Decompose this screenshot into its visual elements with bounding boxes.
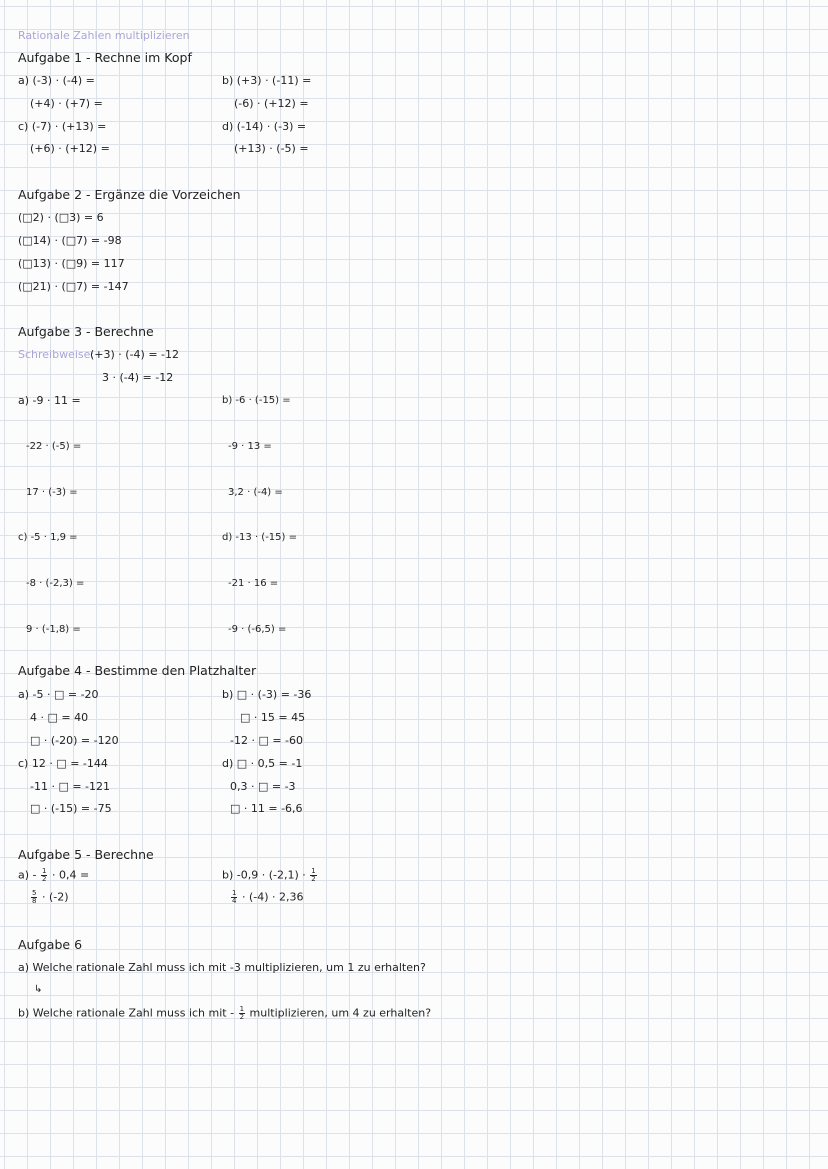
task5-b1-prefix: b) -0,9 · (-2,1) · <box>222 868 306 882</box>
task4-a3: □ · (-20) = -120 <box>30 734 119 747</box>
task1-heading: Aufgabe 1 - Rechne im Kopf <box>18 50 192 65</box>
task4-b3: -12 · □ = -60 <box>230 734 304 747</box>
task3-heading: Aufgabe 3 - Berechne <box>18 324 154 339</box>
task4-a1: a) -5 · □ = -20 <box>18 688 99 701</box>
task1-d1: d) (-14) · (-3) = <box>222 120 307 133</box>
fraction: $\frac{1}{2}$ <box>311 867 316 883</box>
task1-a1: a) (-3) · (-4) = <box>18 74 95 87</box>
fraction: $\frac{1}{2}$ <box>239 1005 245 1021</box>
page-title: Rationale Zahlen multiplizieren <box>18 29 190 42</box>
task3-example2: 3 · (-4) = -12 <box>102 371 174 384</box>
task4-d2: 0,3 · □ = -3 <box>230 780 296 793</box>
task3-b3: 3,2 · (-4) = <box>228 487 283 498</box>
task4-c2: -11 · □ = -121 <box>30 780 111 793</box>
task2-row: (□13) · (□9) = 117 <box>18 257 125 270</box>
task3-d2: -21 · 16 = <box>228 578 279 589</box>
task6-question-b <box>18 1006 431 1021</box>
fraction: $\frac{1}{2}$ <box>42 867 47 883</box>
task1-b1: b) (+3) · (-11) = <box>222 74 312 87</box>
task5-a2 <box>30 890 69 905</box>
task1-c1: c) (-7) · (+13) = <box>18 120 107 133</box>
task1-d2: (+13) · (-5) = <box>234 142 309 155</box>
task3-a3: 17 · (-3) = <box>26 487 78 498</box>
task1-b2: (-6) · (+12) = <box>234 97 309 110</box>
task3-d1: d) -13 · (-15) = <box>222 532 297 543</box>
task3-b2: -9 · 13 = <box>228 441 272 452</box>
task4-a2: 4 · □ = 40 <box>30 711 89 724</box>
task3-c2: -8 · (-2,3) = <box>26 578 85 589</box>
fraction: $\frac{1}{4}$ <box>232 889 237 905</box>
task1-a2: (+4) · (+7) = <box>30 97 103 110</box>
task5-a2-suffix: · (-2) <box>41 890 69 904</box>
task3-b1: b) -6 · (-15) = <box>222 395 291 406</box>
task5-b1 <box>222 868 318 883</box>
task5-a1 <box>18 868 89 883</box>
task3-a2: -22 · (-5) = <box>26 441 82 452</box>
task6-question-a: a) Welche rationale Zahl muss ich mit -3 multiplizieren, um 1 zu erhalten? <box>18 961 426 974</box>
task6-b-prefix: b) Welche rationale Zahl muss ich mit - <box>18 1006 235 1020</box>
fraction: $\frac{5}{8}$ <box>32 889 37 905</box>
task5-b2 <box>230 890 304 905</box>
arrow-icon: ↳ <box>34 984 43 995</box>
task2-row: (□2) · (□3) = 6 <box>18 211 104 224</box>
task5-heading: Aufgabe 5 - Berechne <box>18 847 154 862</box>
task3-d3: -9 · (-6,5) = <box>228 624 287 635</box>
task1-c2: (+6) · (+12) = <box>30 142 110 155</box>
task4-d3: □ · 11 = -6,6 <box>230 802 303 815</box>
task3-a1: a) -9 · 11 = <box>18 394 81 407</box>
task3-example-label: Schreibweise: <box>18 348 95 361</box>
task4-b1: b) □ · (-3) = -36 <box>222 688 312 701</box>
task4-c1: c) 12 · □ = -144 <box>18 757 108 770</box>
task4-c3: □ · (-15) = -75 <box>30 802 112 815</box>
task3-c1: c) -5 · 1,9 = <box>18 532 78 543</box>
task5-a1-suffix: · 0,4 = <box>51 868 90 882</box>
task4-heading: Aufgabe 4 - Bestimme den Platzhalter <box>18 663 257 678</box>
task2-row: (□21) · (□7) = -147 <box>18 280 129 293</box>
task3-example1: (+3) · (-4) = -12 <box>90 348 180 361</box>
task4-b2: □ · 15 = 45 <box>240 711 306 724</box>
task3-c3: 9 · (-1,8) = <box>26 624 81 635</box>
task2-row: (□14) · (□7) = -98 <box>18 234 122 247</box>
task5-b2-suffix: · (-4) · 2,36 <box>241 890 304 904</box>
task4-d1: d) □ · 0,5 = -1 <box>222 757 303 770</box>
task6-b-suffix: multiplizieren, um 4 zu erhalten? <box>249 1006 432 1020</box>
task2-heading: Aufgabe 2 - Ergänze die Vorzeichen <box>18 187 241 202</box>
task6-heading: Aufgabe 6 <box>18 937 83 952</box>
task5-a1-prefix: a) - <box>18 868 37 882</box>
